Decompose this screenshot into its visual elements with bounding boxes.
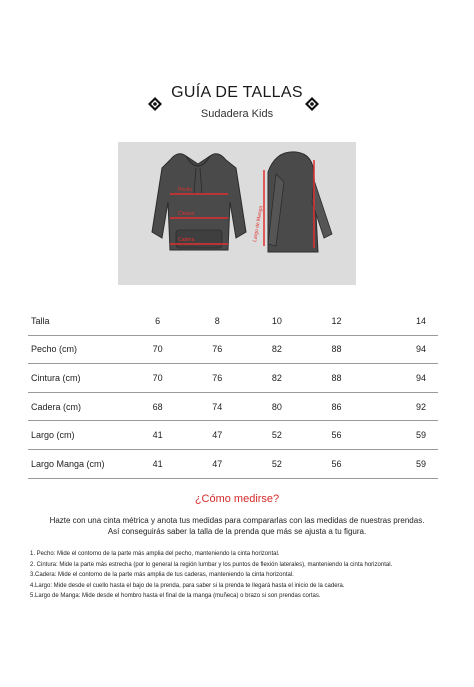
cintura-label: Cintura (178, 211, 195, 217)
table-cell: 12 (307, 307, 367, 335)
table-cell: 94 (366, 335, 438, 364)
table-cell: 41 (128, 421, 188, 450)
hoodie-measurement-figure (118, 142, 356, 285)
largo-manga-label: Largo de Manga (252, 205, 265, 243)
table-cell: 92 (366, 392, 438, 421)
intro-line-1: Hazte con una cinta métrica y anota tus medidas para compararlas con las medidas de nuestras prendas. (49, 516, 425, 525)
cadera-label: Cadera (178, 237, 195, 243)
note-cintura: 2. Cintura: Mide la parte más estrecha (por lo general la región lumbar y los puntos de flexión laterales), manteniendo la cinta horizontal. (30, 561, 393, 568)
table-cell: 10 (247, 307, 307, 335)
header (0, 84, 474, 120)
how-to-measure-intro (0, 515, 474, 537)
note-cadera: 3.Cadera: Mide el contorno de la parte más amplia de tus caderas, manteniendo la cinta horizontal. (30, 572, 294, 579)
row-label: Cintura (cm) (28, 364, 128, 393)
diamond-ornament-icon (148, 97, 162, 111)
row-label: Pecho (cm) (28, 335, 128, 364)
table-cell: 6 (128, 307, 188, 335)
size-table-body (28, 307, 438, 478)
table-row (28, 421, 438, 450)
page-title: GUÍA DE TALLAS (171, 84, 303, 101)
table-cell: 14 (366, 307, 438, 335)
pecho-label: Pecho (178, 187, 193, 193)
row-label: Cadera (cm) (28, 392, 128, 421)
table-cell: 88 (307, 335, 367, 364)
table-row (28, 335, 438, 364)
table-cell: 56 (307, 421, 367, 450)
note-largo: 4.Largo: Mide desde el cuello hasta el bajo de la prenda, para saber si la prenda te llegará hasta el inicio de la cadera. (30, 582, 345, 589)
side-hoodie-image (268, 152, 332, 252)
row-label: Largo Manga (cm) (28, 449, 128, 478)
table-row (28, 392, 438, 421)
table-cell: 88 (307, 364, 367, 393)
how-to-measure-title: ¿Cómo medirse? (194, 493, 280, 505)
table-cell: 52 (247, 449, 307, 478)
table-cell: 94 (366, 364, 438, 393)
table-cell: 59 (366, 449, 438, 478)
table-cell: 56 (307, 449, 367, 478)
table-cell: 80 (247, 392, 307, 421)
table-cell: 70 (128, 335, 188, 364)
row-label: Talla (28, 307, 128, 335)
page-subtitle: Sudadera Kids (200, 108, 274, 120)
table-row (28, 364, 438, 393)
table-row (28, 307, 438, 335)
table-cell: 41 (128, 449, 188, 478)
table-cell: 68 (128, 392, 188, 421)
table-cell: 76 (187, 364, 247, 393)
table-cell: 86 (307, 392, 367, 421)
table-cell: 59 (366, 421, 438, 450)
row-label: Largo (cm) (28, 421, 128, 450)
front-hoodie-image (152, 154, 246, 250)
table-cell: 70 (128, 364, 188, 393)
note-largo-manga: 5.Largo de Manga: Mide desde el hombro hasta el final de la manga (muñeca) o brazo si son prendas cortas. (30, 593, 321, 600)
size-table (28, 307, 438, 479)
table-cell: 52 (247, 421, 307, 450)
table-cell: 8 (187, 307, 247, 335)
table-cell: 47 (187, 449, 247, 478)
table-cell: 82 (247, 335, 307, 364)
table-row (28, 449, 438, 478)
intro-line-2: Así conseguirás saber la talla de la prenda que más se ajusta a tu figura. (107, 527, 367, 536)
diamond-ornament-icon (305, 97, 319, 111)
table-cell: 74 (187, 392, 247, 421)
measure-notes (30, 549, 460, 602)
note-pecho: 1. Pecho: Mide el contorno de la parte más amplia del pecho, manteniendo la cinta horizontal. (30, 551, 280, 557)
table-cell: 76 (187, 335, 247, 364)
table-cell: 47 (187, 421, 247, 450)
table-cell: 82 (247, 364, 307, 393)
